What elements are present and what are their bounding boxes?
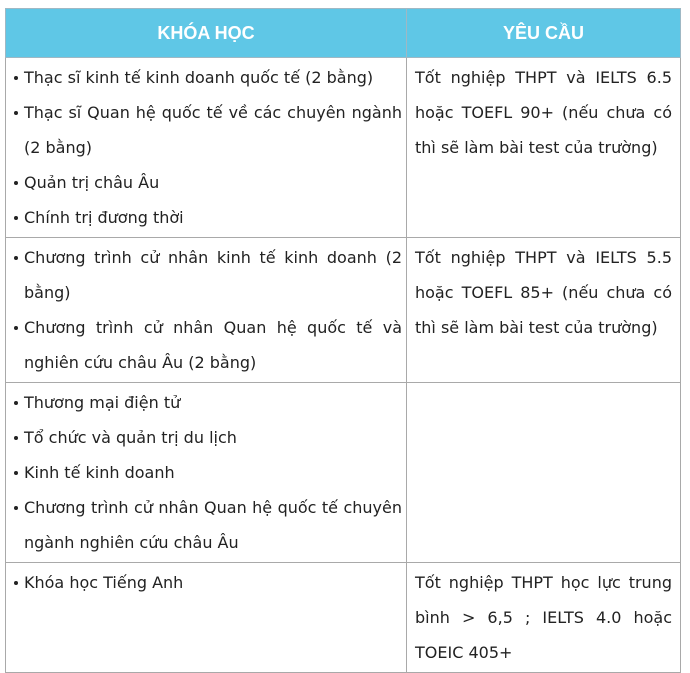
list-item: Kinh tế kinh doanh <box>6 455 402 490</box>
requirement-text: Tốt nghiệp THPT học lực trung bình > 6,5 ; IELTS 4.0 hoặc TOEIC 405+ <box>415 573 672 662</box>
requirement-text <box>407 383 680 387</box>
list-item: Quản trị châu Âu <box>6 165 402 200</box>
course-requirements-table <box>5 8 681 673</box>
course-requirements-table-wrapper <box>5 8 680 673</box>
list-item: Chính trị đương thời <box>6 200 402 235</box>
requirement-cell <box>407 383 681 563</box>
table-row <box>6 563 681 673</box>
list-item: Chương trình cử nhân kinh tế kinh doanh (2 bằng) <box>6 240 402 310</box>
requirement-cell <box>407 238 681 383</box>
header-requirements: YÊU CẦU <box>407 9 681 58</box>
course-list <box>6 58 406 237</box>
table-row <box>6 238 681 383</box>
list-item: Tổ chức và quản trị du lịch <box>6 420 402 455</box>
list-item: Thương mại điện tử <box>6 385 402 420</box>
courses-cell <box>6 563 407 673</box>
list-item: Chương trình cử nhân Quan hệ quốc tế và nghiên cứu châu Âu (2 bằng) <box>6 310 402 380</box>
header-courses: KHÓA HỌC <box>6 9 407 58</box>
list-item: Khóa học Tiếng Anh <box>6 565 402 600</box>
table-row <box>6 383 681 563</box>
requirement-text: Tốt nghiệp THPT và IELTS 6.5 hoặc TOEFL 90+ (nếu chưa có thì sẽ làm bài test của trường) <box>415 68 672 157</box>
list-item: Thạc sĩ Quan hệ quốc tế về các chuyên ngành (2 bằng) <box>6 95 402 165</box>
table-row <box>6 58 681 238</box>
requirement-text: Tốt nghiệp THPT và IELTS 5.5 hoặc TOEFL 85+ (nếu chưa có thì sẽ làm bài test của trường) <box>415 248 672 337</box>
course-list <box>6 238 406 382</box>
course-list <box>6 563 406 602</box>
table-header-row <box>6 9 681 58</box>
courses-cell <box>6 238 407 383</box>
courses-cell <box>6 383 407 563</box>
requirement-cell <box>407 563 681 673</box>
requirement-cell <box>407 58 681 238</box>
course-list <box>6 383 406 562</box>
list-item: Thạc sĩ kinh tế kinh doanh quốc tế (2 bằng) <box>6 60 402 95</box>
courses-cell <box>6 58 407 238</box>
list-item: Chương trình cử nhân Quan hệ quốc tế chuyên ngành nghiên cứu châu Âu <box>6 490 402 560</box>
